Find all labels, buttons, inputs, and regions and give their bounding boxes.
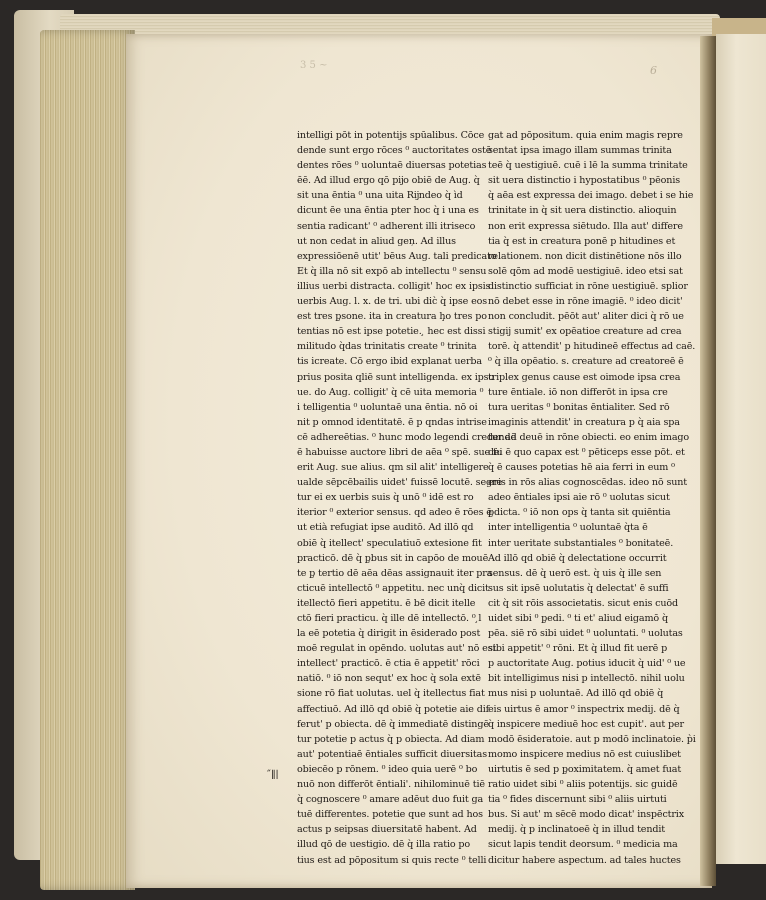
text-line: ferut' p obiecta. dē q̀ immediatē distingē (297, 718, 489, 730)
text-line: nuō non differōt ēntiali'. nihilominuē tiē (297, 779, 485, 791)
text-line: sit uera distinctio i hypostatibus ⁰ pēonis (488, 175, 681, 187)
text-line: nō debet esse in rōne imagiē. ⁰ ideo dicit' (488, 296, 683, 308)
text-line: modō ēsideratoie. aut p modō inclinatoie. p̀i (488, 733, 696, 745)
pencil-mark: 3 5 ~ (300, 60, 328, 71)
text-line: uidet sibi ⁰ p̧edi. ⁰ ti et' aliud eigamō q̀ (488, 613, 668, 624)
text-line: ēē. Ad illud ergo qō pĳo obiē de Aug. q̀ (297, 175, 480, 187)
text-line: tur ei ex uerbis suis q̀ unō ⁰ idē est ro (297, 492, 474, 504)
text-line: mus nisi p uoluntaē. Ad illō qd obiē q̀ (488, 688, 664, 700)
text-line: tura ueritas ⁰ bonitas ēntialiter. Sed rō (488, 401, 670, 413)
bottom-signature-mark: ˝∥∣ (266, 770, 279, 781)
text-line: q̀ cognoscere ⁰ amare adēut duo fuit ga (297, 794, 484, 806)
text-line: eris in rōs alias cognoscēdas. ideo nō sunt (488, 477, 687, 489)
text-line: sit una ēntia ⁰ una uita Rĳndeo q̀ ìd (297, 190, 463, 202)
text-line: ē habuisse auctore libri de aēa ⁰ spē. sue fu (297, 446, 503, 458)
text-line: obiecēo p rōnem. ⁰ ideo quia uerē ⁰ bo (297, 763, 478, 775)
text-line: te p̧ tertio dē aēa dēas assignauit iter pra (297, 567, 493, 579)
text-line: tuē differentes. potetie que sunt ad hos (297, 809, 483, 821)
text-line: p auctoritate Aug. potius iducit q̀ uid' ⁰ ue (488, 658, 686, 670)
text-line: stigij sumit' ex opēatioe creature ad crea (488, 326, 682, 338)
text-line: est tres p̧sone. ita in creatura ḩo tres po (297, 311, 487, 323)
text-line: tentias nō est ipse potetie. ̧ hec est dissi (297, 326, 486, 338)
text-line: dentes rōes ⁰ uoluntaē diuersas potetias (297, 160, 487, 172)
text-line: prius posita qliē sunt intelligenda. ex ipso (297, 371, 495, 383)
text-line: practicō. dē q̀ p̧bus sit in capōo de mouē (297, 552, 489, 564)
text-line: eis uirtus ē amor ⁰ inspectrix medij. dē q̀ (488, 703, 680, 715)
text-line: distinctio sufficiat in rōne uestigiuē. splior (488, 280, 688, 292)
text-column-left (297, 128, 516, 868)
text-line: ut non cedat in aliud geņ. Ad illus (297, 235, 456, 247)
text-line: illud qō de uestigio. dē q̀ illa ratio po (297, 839, 471, 851)
text-line: dei ē quo capax est ⁰ pēticeps esse pōt. et (488, 446, 685, 458)
text-line: la eē potetia q̀ dirigit in ēsiderado post (297, 628, 481, 640)
book-gutter (700, 36, 716, 886)
text-line: tius est ad pōpositum si quis recte ⁰ telli (297, 854, 487, 866)
text-line: actus p seipsas diuersitatē habent. Ad (297, 824, 477, 836)
text-line: Ad illō qd obiē q̀ delectatione occurrit (488, 552, 667, 564)
text-line: solē qōm ad modē uestigiuē. ideo etsi sat (488, 265, 683, 277)
text-line: illius uerbi distracta. colligit' hoc ex ipsis (297, 280, 491, 292)
text-line: sentia radicant' ⁰ adherent illi itriseco (297, 220, 476, 232)
text-line: pēa. siē rō sibi uidet ⁰ uoluntati. ⁰ uolutas (488, 628, 683, 640)
page-edges-left (40, 30, 135, 890)
text-line: tia q̀ est in creatura ponē p hitudines et (488, 235, 676, 247)
text-line: ⁰ q̀ illa opēatio. s. creature ad creatoreē ē (488, 356, 684, 368)
text-line: intellect' practicō. ē ctia ē appetit' rōci (297, 658, 480, 670)
page-number-mark: 6 (650, 64, 657, 77)
text-line: trinitate in q̀ sit uera distinctio. alioquin (488, 205, 677, 217)
text-line: sione rō fiat uolutas. uel q̀ itellectus fiat (297, 688, 485, 700)
text-line: q̀ ē causes potetias hē aia ferri in eum ⁰ (488, 462, 675, 474)
right-page-edge (716, 34, 766, 864)
text-line: ualde sēpcēbailis uidet' fuissē locutē. segre (297, 477, 502, 489)
text-line: sus sit ipsē uolutatis q̀ delectat' ē suffi (488, 582, 669, 594)
text-line: iterior ⁰ exterior sensus. qd adeo ē rōes ē (297, 507, 492, 519)
text-line: ture ēntiale. iō non differōt in ipsa cre (488, 386, 668, 398)
text-line: non erit expressa siētudo. Illa aut' differe (488, 220, 683, 232)
text-line: q̀ aēa est expressa dei imago. debet i se hie (488, 190, 694, 202)
text-line: gat ad pōpositum. quia enim magis repre (488, 130, 683, 141)
text-line: bus. Si aut' m sēcē modo dicat' inspēctrix (488, 809, 684, 821)
text-line: tur potetie p actus q̀ p obiecta. Ad diam (297, 733, 485, 745)
text-line: torē. q̀ attendit' p hitudineē effectus ad caē. (488, 341, 696, 353)
text-line: ut etià refugiat ipse auditō. Ad illō qd (297, 522, 474, 534)
text-line: affectiuō. Ad illō qd obiē q̀ potetie aie dif (297, 703, 490, 715)
text-line: cē adhereētias. ⁰ hunc modo legendi credendē (297, 431, 516, 443)
text-line: triplex genus cause est oimode ipsa crea (488, 371, 681, 383)
text-line: ratio uidet sibi ⁰ aliis potentijs. sic guidē (488, 779, 678, 791)
text-line: adeo ēntiales ipsi aie rō ⁰ uolutas sicut (488, 492, 670, 504)
text-line: natiō. ⁰ iō non sequt' ex hoc q̀ sola extē (297, 673, 481, 685)
text-line: moē regulat in opēndo. uolutas aut' nō est (297, 643, 497, 655)
text-line: q̀ inspicere mediuē hoc est cupit'. aut per (488, 718, 684, 730)
text-line: non concludit. pēōt aut' aliter dici q̀ rō ue (488, 311, 684, 323)
text-line: ue. do Aug. colligit' q̀ cē uita memoria ⁰ (297, 386, 484, 398)
text-line: sentat ipsa imago illam summas trinita (488, 145, 672, 157)
text-line: imaginis attendit' in creatura p q̀ aia spa (488, 416, 680, 428)
text-line: inter ueritate substantiales ⁰ bonitateē. (488, 537, 674, 549)
text-line: teē q̀ uestigiuē. cuē i lē la summa trinitate (488, 160, 688, 172)
text-line: medij. q̀ p inclinatoeē q̀ in illud tendit (488, 824, 665, 836)
text-line: militudo q̀das trinitatis create ⁰ trinita (297, 341, 477, 353)
text-line: sibi appetit' ⁰ rōni. Et q̀ illud fit uerē p (488, 643, 668, 655)
text-column-right (488, 128, 696, 868)
text-line: cit q̀ sit rōis associetatis. sicut enis cuōd (488, 597, 679, 609)
text-line: expressiōenē utit' bēus Aug. tali predicato (297, 250, 497, 262)
text-line: nit p omnod identitatē. ē p qndas intrise (297, 416, 487, 428)
text-line: dicitur habere aspectum. ad tales huctes (488, 854, 681, 866)
text-line: uerbis Aug. l. x. de tri. ubi dic̀ q̀ ipse eos (297, 296, 488, 308)
text-line: uirtutis ē sed p p̧oximitatem. q̀ amet fuat (488, 763, 682, 775)
text-line: obiē q̀ itellect' speculatiuō extesione fit (297, 537, 482, 549)
text-line: erit Aug. sue alius. qm sil alit' intelligere (297, 462, 489, 474)
text-line: cticuē intellectō ⁰ appetitu. nec unq̀ dicit (297, 582, 489, 594)
text-line: tur ad deuē in rōne obiecti. eo enim imago (488, 431, 690, 443)
text-line: sensus. dē q̀ uerō est. q̀ uis q̀ ille sen (488, 567, 662, 579)
text-line: aut' potentiaē ēntiales sufficit diuersitas (297, 748, 487, 760)
text-line: itellectō fieri appetitu. ē bē dicit itelle (297, 597, 476, 609)
text-line: relationem. non dicit distinētione nōs illo (488, 250, 682, 262)
text-line: dende sunt ergo rōces ⁰ auctoritates ostē (297, 145, 492, 157)
text-line: inter intelligentia ⁰ uoluntaē q̀ta ē (488, 522, 648, 534)
text-line: tia ⁰ fides discernunt sibi ⁰ aliis uirtuti (488, 794, 667, 806)
text-line: p̧dicta. ⁰ iō non ops q̀ tanta sit quiēntia (488, 507, 671, 519)
text-line: dicunt ēe una ēntia pter hoc q̀ i una es (297, 205, 479, 217)
text-line: Et q̀ illa nō sit expō ab intellectu ⁰ sensu (297, 265, 487, 277)
text-line: i telligentia ⁰ uoluntaē una ēntia. nō oi (297, 401, 478, 413)
text-line: bit intelligimus nisi p intellectō. nihil uolu (488, 673, 685, 685)
text-line: intelligi pōt in potentijs spūalibus. Cōce (297, 130, 485, 141)
text-line: momo inspicere medius nō est cuiuslibet (488, 748, 681, 760)
text-line: ctō fieri practicu. q̀ ille dē intellectō. ⁰ ̧l (297, 613, 482, 624)
text-line: sicut lapis tendit deorsum. ⁰ medicia ma (488, 839, 678, 851)
text-line: tis icreate. Cō ergo ibid explanat uerba (297, 356, 482, 368)
